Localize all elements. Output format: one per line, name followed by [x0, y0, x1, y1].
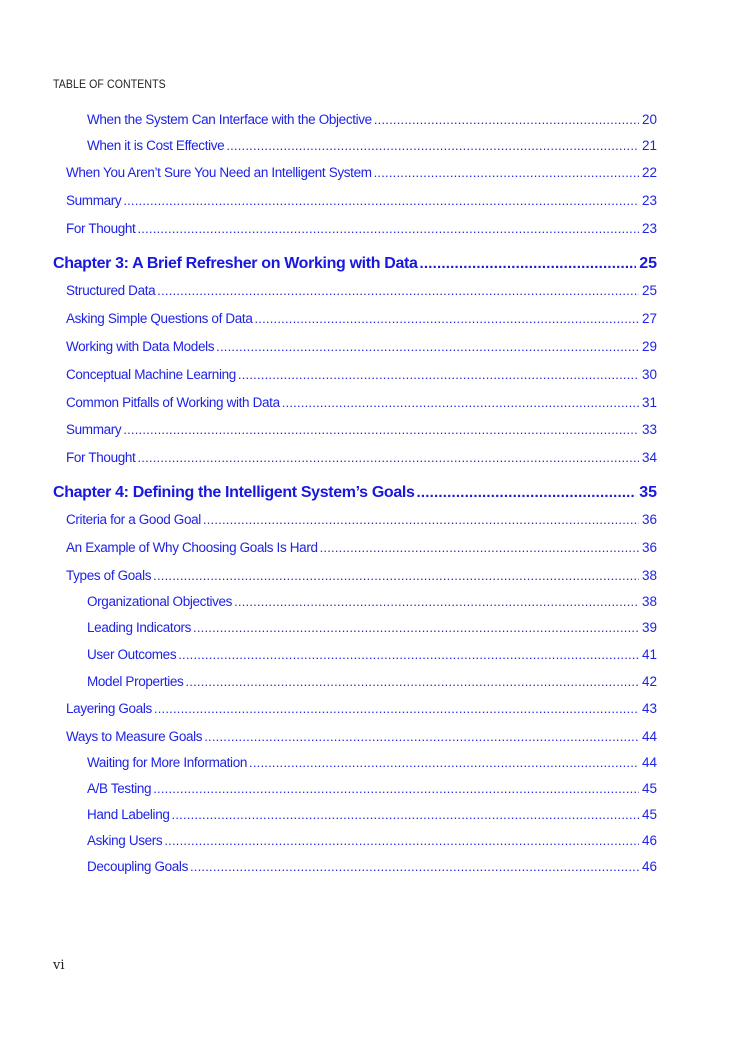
dot-leader: [193, 618, 639, 638]
toc-entry-page: 27: [641, 311, 657, 326]
toc-entry-title: When the System Can Interface with the Objective: [87, 112, 372, 127]
dot-leader: [137, 448, 639, 468]
dot-leader: [226, 136, 639, 156]
toc-chapter-page: 25: [639, 255, 657, 272]
dot-leader: [164, 831, 639, 851]
toc-entry-title: Model Properties: [87, 674, 184, 689]
page-number: vi: [53, 958, 65, 973]
toc-entry[interactable]: [87, 618, 657, 638]
toc-entry[interactable]: [66, 309, 657, 329]
toc-entry-page: 21: [641, 138, 657, 153]
toc-entry-page: 45: [641, 781, 657, 796]
toc-entry-page: 45: [641, 807, 657, 822]
toc-entry-page: 43: [641, 701, 657, 716]
toc-entry-page: 22: [641, 165, 657, 180]
dot-leader: [185, 672, 639, 692]
toc-entry-page: 31: [641, 395, 657, 410]
toc-entry-page: 38: [641, 594, 657, 609]
toc-entry-title: Organizational Objectives: [87, 594, 233, 609]
toc-entry[interactable]: [87, 779, 657, 799]
dot-leader: [153, 566, 639, 586]
dot-leader: [157, 281, 639, 301]
toc-entry-title: Asking Users: [87, 833, 163, 848]
toc-entry-page: 36: [641, 540, 657, 555]
toc-entry[interactable]: [66, 219, 657, 239]
dot-leader: [154, 699, 639, 719]
toc-chapter-entry[interactable]: [53, 252, 657, 276]
toc-entry[interactable]: [87, 645, 657, 665]
running-header: TABLE OF CONTENTS: [53, 77, 166, 91]
toc-entry-title: User Outcomes: [87, 647, 177, 662]
dot-leader: [255, 309, 639, 329]
toc-chapter-title: Chapter 4: Defining the Intelligent System’s Goals: [53, 484, 415, 501]
toc-chapter-title: Chapter 3: A Brief Refresher on Working with Data: [53, 255, 418, 272]
toc-entry-title: When it is Cost Effective: [87, 138, 225, 153]
toc-entry-page: 44: [641, 729, 657, 744]
toc-entry-page: 44: [641, 755, 657, 770]
toc-entry[interactable]: [87, 857, 657, 877]
dot-leader: [216, 337, 639, 357]
toc-entry-title: Working with Data Models: [66, 339, 215, 354]
toc-entry[interactable]: [87, 672, 657, 692]
dot-leader: [137, 219, 639, 239]
toc-entry[interactable]: [66, 420, 657, 440]
toc-entry-page: 29: [641, 339, 657, 354]
toc-entry-title: An Example of Why Choosing Goals Is Hard: [66, 540, 318, 555]
toc-entry[interactable]: [66, 365, 657, 385]
toc-chapter-entry[interactable]: [53, 481, 657, 505]
toc-entry[interactable]: [66, 281, 657, 301]
toc-entry-page: 33: [641, 422, 657, 437]
dot-leader: [374, 163, 639, 183]
toc-entry-page: 23: [641, 193, 657, 208]
toc-entry-page: 30: [641, 367, 657, 382]
dot-leader: [238, 365, 639, 385]
toc-entry[interactable]: [87, 136, 657, 156]
toc-entry-title: Common Pitfalls of Working with Data: [66, 395, 280, 410]
dot-leader: [374, 110, 639, 130]
toc-entry-page: 20: [641, 112, 657, 127]
toc-entry-title: Summary: [66, 422, 122, 437]
toc-entry[interactable]: [66, 727, 657, 747]
toc-entry[interactable]: [66, 191, 657, 211]
toc-entry-title: Layering Goals: [66, 701, 152, 716]
dot-leader: [203, 510, 639, 530]
dot-leader: [123, 420, 639, 440]
dot-leader: [234, 592, 639, 612]
toc-entry[interactable]: [66, 510, 657, 530]
dot-leader: [282, 393, 639, 413]
dot-leader: [420, 252, 637, 276]
toc-entry[interactable]: [66, 538, 657, 558]
toc-entry-page: 41: [641, 647, 657, 662]
dot-leader: [153, 779, 639, 799]
toc-entry-title: Summary: [66, 193, 122, 208]
toc-entry-title: For Thought: [66, 221, 136, 236]
toc-entry-title: Structured Data: [66, 283, 156, 298]
toc-entry-page: 23: [641, 221, 657, 236]
toc-entry[interactable]: [87, 110, 657, 130]
toc-entry-title: Hand Labeling: [87, 807, 170, 822]
toc-entry-page: 46: [641, 859, 657, 874]
toc-entry-title: Conceptual Machine Learning: [66, 367, 236, 382]
toc-entry[interactable]: [66, 393, 657, 413]
toc-entry-title: Types of Goals: [66, 568, 152, 583]
toc-entry[interactable]: [66, 448, 657, 468]
toc-entry-title: Decoupling Goals: [87, 859, 188, 874]
toc-entry-page: 46: [641, 833, 657, 848]
toc-entry-page: 38: [641, 568, 657, 583]
toc-entry[interactable]: [87, 753, 657, 773]
dot-leader: [172, 805, 639, 825]
toc-entry-title: Ways to Measure Goals: [66, 729, 203, 744]
toc-entry-title: Asking Simple Questions of Data: [66, 311, 253, 326]
toc-entry[interactable]: [87, 831, 657, 851]
toc-entry[interactable]: [66, 163, 657, 183]
dot-leader: [178, 645, 639, 665]
toc-entry-page: 25: [641, 283, 657, 298]
toc-entry-page: 36: [641, 512, 657, 527]
toc-entry-page: 34: [641, 450, 657, 465]
dot-leader: [123, 191, 639, 211]
toc-entry[interactable]: [87, 805, 657, 825]
toc-entry-title: Waiting for More Information: [87, 755, 248, 770]
toc-entry[interactable]: [87, 592, 657, 612]
toc-entry[interactable]: [66, 699, 657, 719]
dot-leader: [320, 538, 639, 558]
toc-chapter-page: 35: [639, 484, 657, 501]
toc-entry[interactable]: [66, 337, 657, 357]
toc-entry-title: Criteria for a Good Goal: [66, 512, 201, 527]
toc-entry-page: 42: [641, 674, 657, 689]
toc-entry-title: When You Aren’t Sure You Need an Intelligent System: [66, 165, 372, 180]
dot-leader: [204, 727, 639, 747]
dot-leader: [249, 753, 639, 773]
toc-entry-page: 39: [641, 620, 657, 635]
dot-leader: [190, 857, 639, 877]
dot-leader: [417, 481, 637, 505]
toc-entry-title: A/B Testing: [87, 781, 152, 796]
toc-entry[interactable]: [66, 566, 657, 586]
toc-entry-title: For Thought: [66, 450, 136, 465]
toc-entry-title: Leading Indicators: [87, 620, 192, 635]
